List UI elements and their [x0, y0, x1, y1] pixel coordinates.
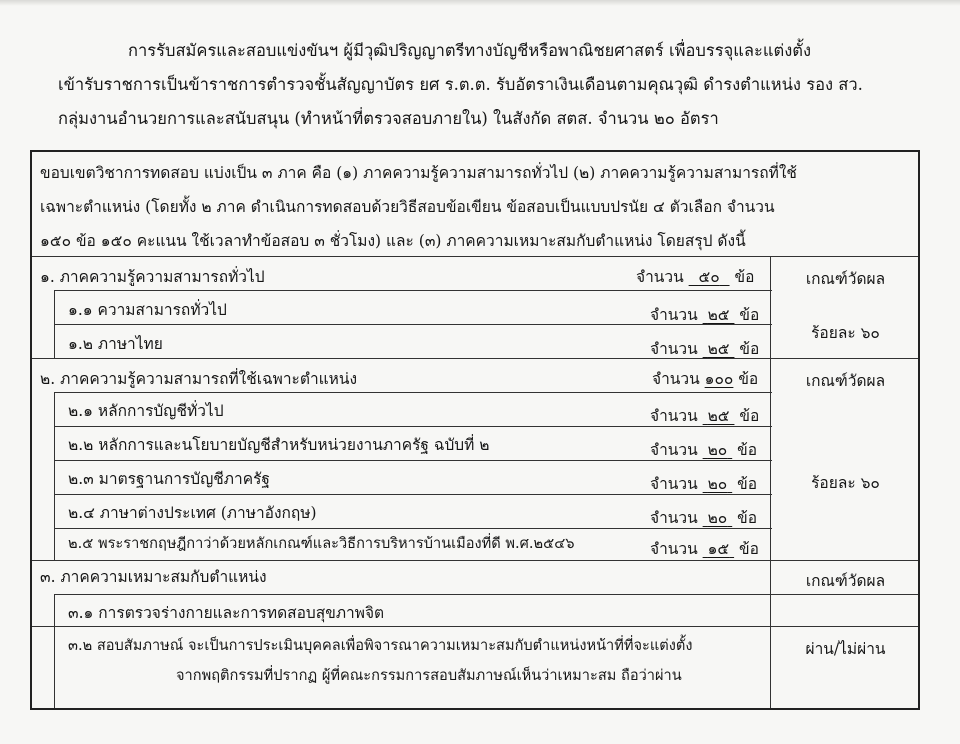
- row-divider: [54, 290, 772, 291]
- intro-line-3: กลุ่มงานอำนวยการและสนับสนุน (ทำหน้าที่ตรวจสอบภายใน) ในสังกัด สตส. จำนวน ๒๐ อัตรา: [58, 109, 719, 128]
- item-2-1-count: จำนวน ๒๕ ข้อ: [650, 407, 760, 425]
- section-1-count: จำนวน ๕๐ ข้อ: [636, 268, 755, 286]
- scope-line-1: ขอบเขตวิชาการทดสอบ แบ่งเป็น ๓ ภาค คือ (๑) ภาคความรู้ความสามารถทั่วไป (๒) ภาคความรู้ความสามารถที่ใช้: [40, 164, 797, 182]
- item-3-2-label-line-1: ๓.๒ สอบสัมภาษณ์ จะเป็นการประเมินบุคคลเพื่อพิจารณาความเหมาะสมกับตำแหน่งหน้าที่ที่จะแต่งตั้ง: [68, 637, 693, 654]
- indent-border: [54, 626, 55, 708]
- item-1-2-label: ๑.๒ ภาษาไทย: [68, 335, 163, 353]
- indent-border: [54, 392, 55, 560]
- section-2-criteria-value: ร้อยละ ๖๐: [811, 474, 880, 492]
- item-2-3-count: จำนวน ๒๐ ข้อ: [650, 475, 758, 493]
- scope-line-2: เฉพาะตำแหน่ง (โดยทั้ง ๒ ภาค ดำเนินการทดสอบด้วยวิธีสอบข้อเขียน ข้อสอบเป็นแบบปรนัย ๔ ตัวเลือก จำนวน: [40, 198, 775, 216]
- section-2-count: จำนวน ๑๐๐ ข้อ: [652, 370, 759, 388]
- item-1-2-count: จำนวน ๒๕ ข้อ: [650, 340, 760, 358]
- row-divider: [32, 358, 918, 359]
- item-2-5-count: จำนวน ๑๕ ข้อ: [650, 540, 759, 558]
- criteria-column-border: [770, 256, 771, 708]
- item-2-5-label: ๒.๕ พระราชกฤษฎีกาว่าด้วยหลักเกณฑ์และวิธีการบริหารบ้านเมืองที่ดี พ.ศ.๒๕๔๖: [68, 535, 575, 552]
- indent-border: [54, 290, 55, 358]
- section-2-title: ๒. ภาคความรู้ความสามารถที่ใช้เฉพาะตำแหน่ง: [40, 370, 358, 388]
- scope-line-3: ๑๕๐ ข้อ ๑๕๐ คะแนน ใช้เวลาทำข้อสอบ ๓ ชั่วโมง) และ (๓) ภาคความเหมาะสมกับตำแหน่ง โดยสรุป ดังนี้: [40, 232, 746, 250]
- row-divider: [54, 594, 918, 595]
- row-divider: [54, 392, 772, 393]
- item-2-1-label: ๒.๑ หลักการบัญชีทั่วไป: [68, 402, 224, 420]
- row-divider: [32, 256, 918, 257]
- section-2-criteria-header: เกณฑ์วัดผล: [805, 372, 886, 390]
- item-2-2-count: จำนวน ๒๐ ข้อ: [650, 441, 758, 459]
- item-1-1-label: ๑.๑ ความสามารถทั่วไป: [68, 301, 227, 319]
- intro-line-1: การรับสมัครและสอบแข่งขันฯ ผู้มีวุฒิปริญญาตรีทางบัญชีหรือพาณิชยศาสตร์ เพื่อบรรจุและแต่งตั้ง: [128, 41, 812, 60]
- indent-border: [54, 594, 55, 626]
- item-2-4-label: ๒.๔ ภาษาต่างประเทศ (ภาษาอังกฤษ): [68, 504, 317, 522]
- row-divider: [32, 560, 918, 561]
- item-2-2-label: ๒.๒ หลักการและนโยบายบัญชีสำหรับหน่วยงานภาครัฐ ฉบับที่ ๒: [68, 436, 490, 454]
- row-divider: [32, 626, 918, 627]
- item-2-4-count: จำนวน ๒๐ ข้อ: [650, 509, 758, 527]
- item-3-1-label: ๓.๑ การตรวจร่างกายและการทดสอบสุขภาพจิต: [68, 604, 385, 622]
- section-1-title: ๑. ภาคความรู้ความสามารถทั่วไป: [40, 268, 265, 286]
- item-2-3-label: ๒.๓ มาตรฐานการบัญชีภาครัฐ: [68, 470, 270, 488]
- section-1-criteria-value: ร้อยละ ๖๐: [811, 324, 880, 342]
- intro-line-2: เข้ารับราชการเป็นข้าราชการตำรวจชั้นสัญญาบัตร ยศ ร.ต.ต. รับอัตราเงินเดือนตามคุณวุฒิ ดำรงตำแหน่ง รอง สว.: [58, 75, 863, 94]
- section-1-criteria-header: เกณฑ์วัดผล: [805, 270, 886, 288]
- exam-scope-table: [30, 150, 920, 710]
- item-3-2-label-line-2: จากพฤติกรรมที่ปรากฏ ผู้ที่คณะกรรมการสอบสัมภาษณ์เห็นว่าเหมาะสม ถือว่าผ่าน: [176, 667, 682, 684]
- section-3-criteria-header: เกณฑ์วัดผล: [805, 572, 886, 590]
- section-3-title: ๓. ภาคความเหมาะสมกับตำแหน่ง: [40, 568, 267, 586]
- scan-top-shadow: [0, 0, 960, 6]
- section-3-criteria-value: ผ่าน/ไม่ผ่าน: [805, 640, 886, 658]
- item-1-1-count: จำนวน ๒๕ ข้อ: [650, 306, 760, 324]
